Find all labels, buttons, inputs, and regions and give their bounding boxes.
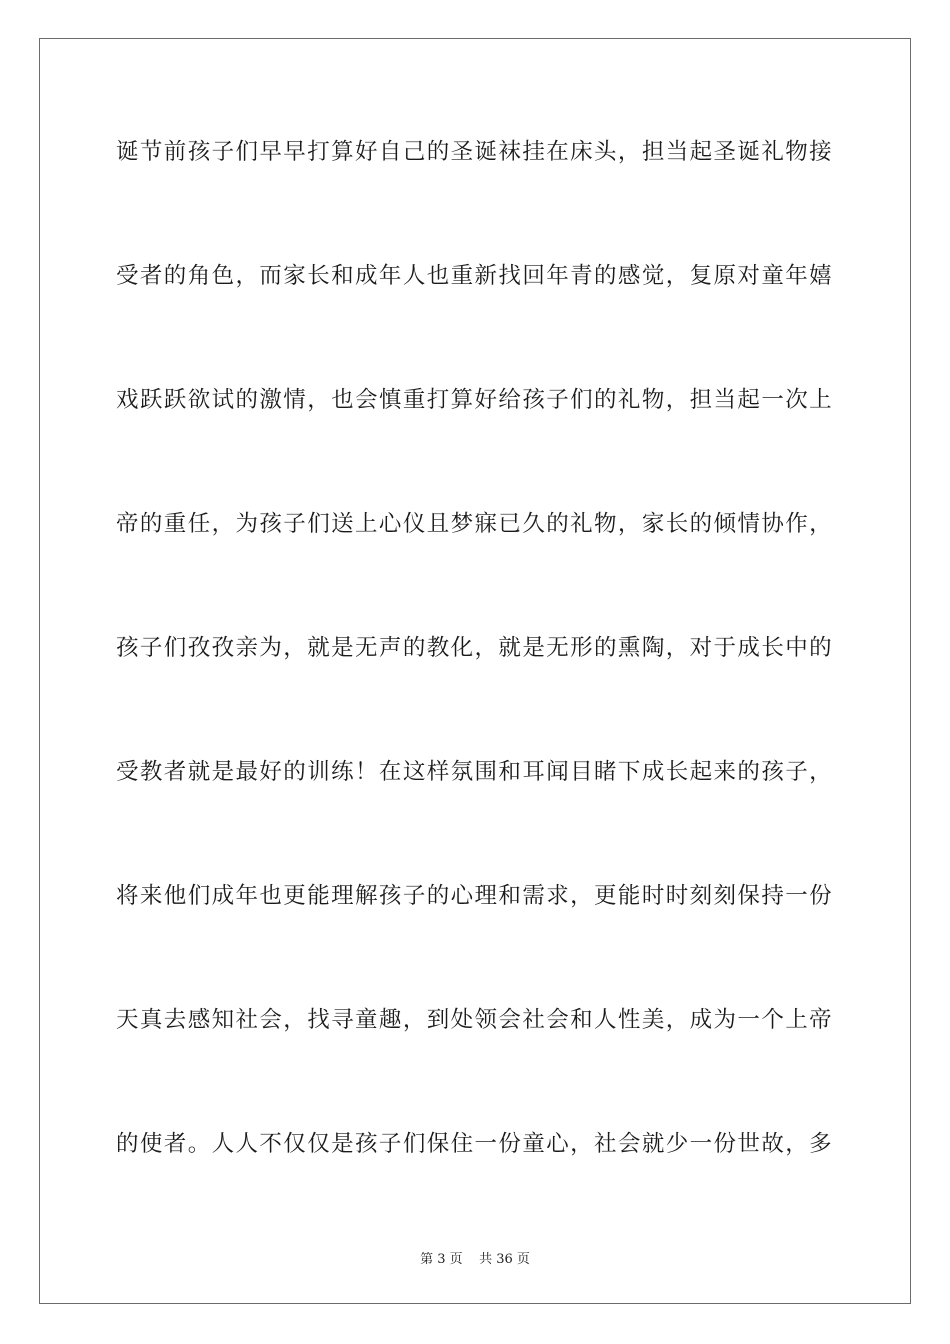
body-text-line: 将来他们成年也更能理解孩子的心理和需求，更能时时刻刻保持一份 [116, 883, 832, 909]
page-number-footer: 第 3 页 共 36 页 [420, 1252, 530, 1267]
body-text-line: 诞节前孩子们早早打算好自己的圣诞袜挂在床头，担当起圣诞礼物接 [116, 139, 832, 165]
document-body [116, 128, 832, 1244]
body-text-line: 受者的角色，而家长和成年人也重新找回年青的感觉，复原对童年嬉 [116, 263, 832, 289]
body-text-line: 孩子们孜孜亲为，就是无声的教化，就是无形的熏陶，对于成长中的 [116, 635, 832, 661]
body-text-line: 天真去感知社会，找寻童趣，到处领会社会和人性美，成为一个上帝 [116, 1007, 832, 1033]
body-text-line: 帝的重任，为孩子们送上心仪且梦寐已久的礼物，家长的倾情协作， [116, 511, 832, 537]
body-text-line: 戏跃跃欲试的激情，也会慎重打算好给孩子们的礼物，担当起一次上 [116, 387, 832, 413]
body-text-line: 受教者就是最好的训练！在这样氛围和耳闻目睹下成长起来的孩子， [116, 759, 832, 785]
body-text-line: 的使者。人人不仅仅是孩子们保住一份童心，社会就少一份世故，多 [116, 1131, 832, 1157]
